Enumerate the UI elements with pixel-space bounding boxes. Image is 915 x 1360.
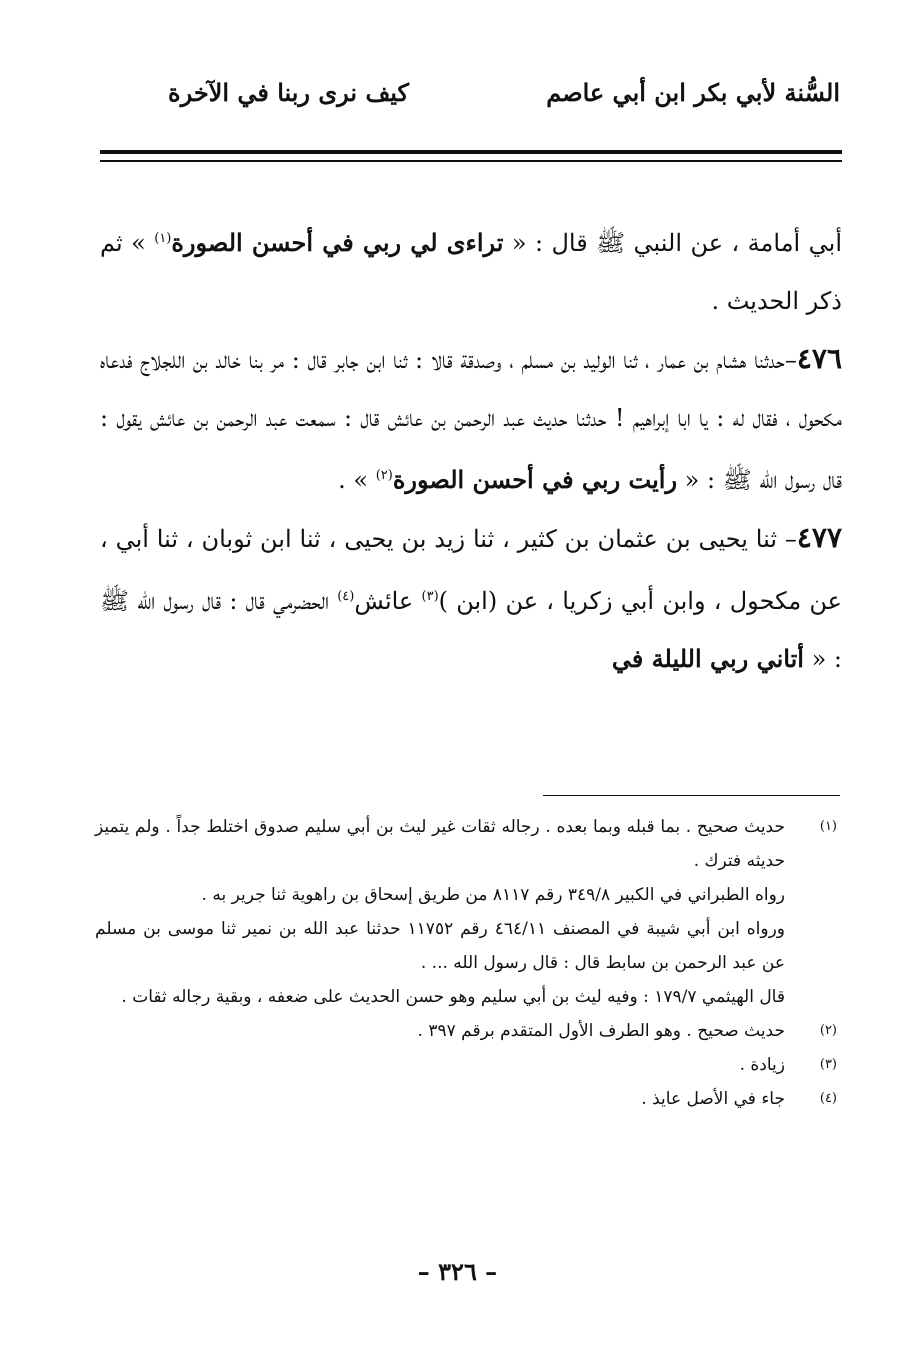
footnotes	[95, 810, 837, 1116]
footnote-ref: (٤)	[337, 589, 355, 604]
footnote-line: قال الهيثمي ١٧٩/٧ : وفيه ليث بن أبي سليم وهو حسن الحديث على ضعفه ، وبقية رجاله ثقات .	[121, 987, 785, 1007]
footnote-ref: (٣)	[421, 589, 439, 604]
hadith-text: رأيت ربي في أحسن الصورة	[392, 465, 678, 494]
footnote-4	[95, 1082, 837, 1116]
footnote-separator	[543, 795, 840, 796]
paragraph-text: أبي أمامة ، عن النبي ﷺ قال : «	[503, 229, 842, 257]
footnote-line: رواه الطبراني في الكبير ٣٤٩/٨ رقم ٨١١٧ من طريق إسحاق بن راهوية ثنا جرير به .	[201, 885, 785, 905]
footnote-3	[95, 1048, 837, 1082]
hadith-paragraph-477	[100, 509, 842, 688]
running-header	[150, 78, 840, 128]
isnad-text: – ثنا يحيى بن عثمان بن كثير ، ثنا زيد بن يحيى ، ثنا ابن ثوبان ، ثنا أبي ، عن مكحول ، وابن أبي زكريا ، عن (ابن )	[100, 525, 843, 615]
chapter-title: كيف نرى ربنا في الآخرة	[168, 78, 409, 107]
footnote-label: (٤)	[819, 1091, 837, 1106]
footnote-ref: (٢)	[375, 468, 393, 483]
footnote-line: زيادة .	[739, 1055, 785, 1075]
header-rule-thick	[100, 150, 842, 154]
hadith-number: ٤٧٦	[796, 342, 842, 375]
paragraph-text: » ثم ذكر الحديث .	[100, 229, 842, 315]
footnote-line: جاء في الأصل عايذ .	[641, 1089, 785, 1109]
footnote-2	[95, 1014, 837, 1048]
footnote-line: حديث صحيح . وهو الطرف الأول المتقدم برقم ٣٩٧ .	[417, 1021, 785, 1041]
isnad-text: –حدثنا هشام بن عمار ، ثنا الوليد بن مسلم ، وصدقة قالا : ثنا ابن جابر قال : مر بنا خالد بن اللجلاج فدعاه مكحول ، فقال له : يا ابا إبراهيم ! حدثنا حديث عبد الرحمن بن عائش قال : سمعت عبد الرحمن بن عائش يقول : قال رسول الله ﷺ : «	[100, 346, 842, 494]
page-number: – ٣٢٦ –	[417, 1257, 498, 1286]
book-title: السُّنة لأبي بكر ابن أبي عاصم	[546, 78, 840, 107]
footnote-label: (٣)	[819, 1057, 837, 1072]
header-rule-thin	[100, 160, 842, 162]
footnote-ref: (١)	[154, 231, 172, 246]
paragraph-continuation	[100, 210, 842, 330]
hadith-text: أتاني ربي الليلة في	[611, 644, 804, 673]
paragraph-text: » .	[338, 466, 376, 494]
isnad-text: عائش	[354, 587, 422, 615]
footnote-line: ورواه ابن أبي شيبة في المصنف ٤٦٤/١١ رقم ١١٧٥٢ حدثنا عبد الله بن نمير ثنا موسى بن مسلم عن عبد الرحمن بن سابط قال : قال رسول الله ... .	[95, 919, 785, 973]
isnad-text: الحضرمي قال : قال رسول الله ﷺ : «	[100, 587, 842, 673]
hadith-paragraph-476	[100, 330, 842, 509]
hadith-text: تراءى لي ربي في أحسن الصورة	[171, 228, 504, 257]
footnote-label: (١)	[819, 819, 837, 834]
footnote-label: (٢)	[819, 1023, 837, 1038]
hadith-number: ٤٧٧	[796, 521, 842, 554]
main-text	[100, 210, 842, 688]
footnote-1	[95, 810, 837, 1014]
footnote-line: حديث صحيح . بما قبله وبما بعده . رجاله ثقات غير ليث بن أبي سليم صدوق اختلط جداً . ولم يتميز حديثه فترك .	[95, 817, 785, 871]
